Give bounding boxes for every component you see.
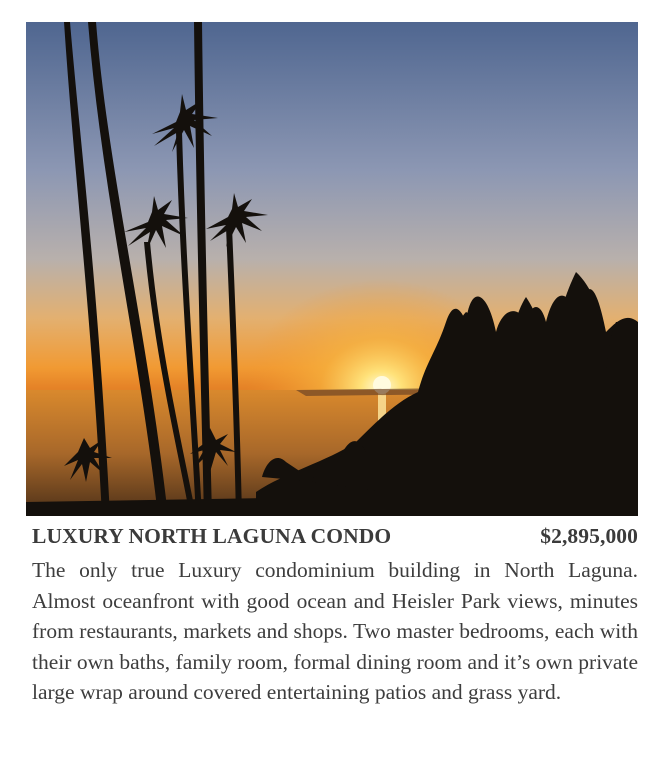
listing-header [32, 524, 638, 554]
listing-price: $2,895,000 [540, 524, 638, 548]
listing-photo [26, 22, 638, 516]
sunset-palm-trees-image [26, 22, 638, 516]
listing-title: LUXURY NORTH LAGUNA CONDO [32, 524, 392, 548]
listing-description: The only true Luxury condominium building in North Laguna. Almost oceanfront with good ocean and Heisler Park views, minutes from restaurants, markets and shops. Two master bedrooms, each with their own baths, family room, formal dining room and it’s own private large wrap around covered entertaining patios and grass yard. [32, 558, 638, 704]
